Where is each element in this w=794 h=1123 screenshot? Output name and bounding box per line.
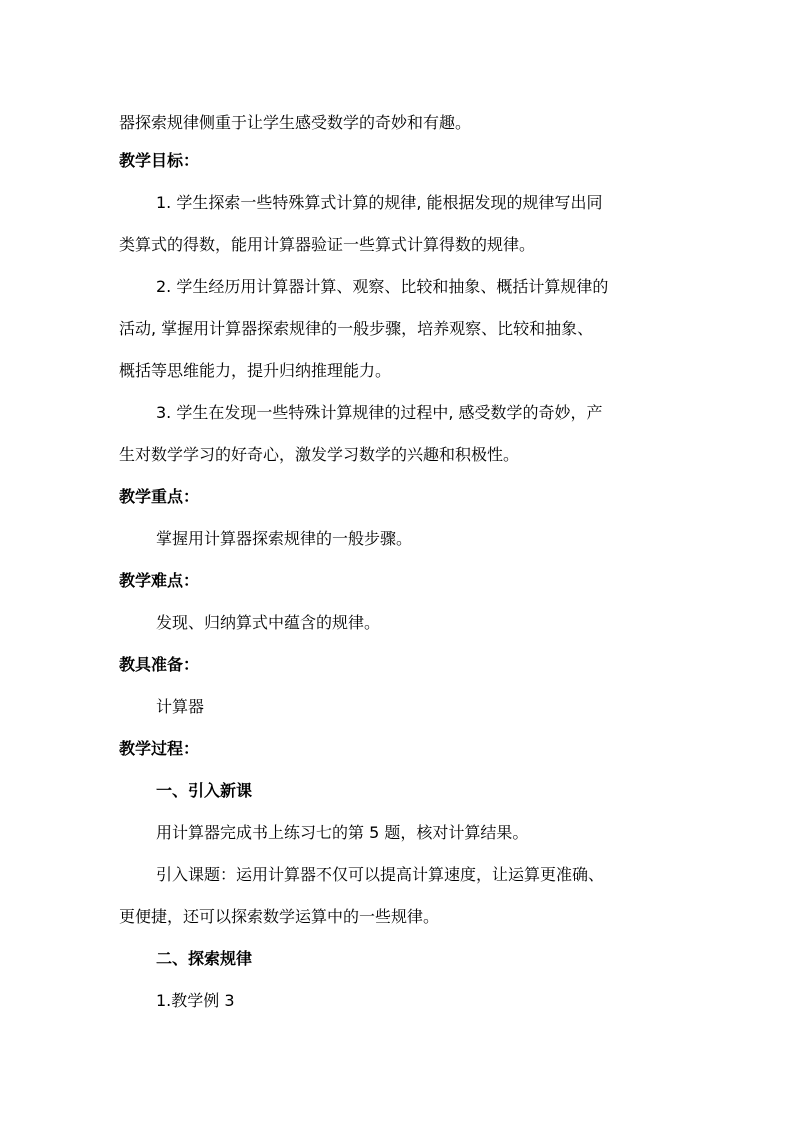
heading-teaching-aids: 教具准备： [119, 655, 200, 674]
heading-key-points: 教学重点： [119, 487, 200, 506]
objective-1-line-2: 类算式的得数，能用计算器验证一些算式计算得数的规律。 [119, 235, 536, 254]
heading-teaching-objectives: 教学目标： [119, 151, 200, 170]
section-explore-patterns: 二、探索规律 [156, 949, 253, 968]
section-introduce-new-lesson: 一、引入新课 [156, 781, 253, 800]
introduce-topic-line-1: 引入课题：运用计算器不仅可以提高计算速度，让运算更准确、 [156, 865, 605, 884]
objective-2-line-1: 2. 学生经历用计算器计算、观察、比较和抽象、概括计算规律的 [156, 277, 609, 296]
objective-2-line-3: 概括等思维能力，提升归纳推理能力。 [119, 361, 392, 380]
objective-2-line-2: 活动, 掌握用计算器探索规律的一般步骤，培养观察、比较和抽象、 [119, 319, 594, 338]
objective-3-line-1: 3. 学生在发现一些特殊计算规律的过程中, 感受数学的奇妙，产 [156, 403, 603, 422]
teaching-aids-text: 计算器 [156, 697, 205, 716]
objective-3-line-2: 生对数学学习的好奇心，激发学习数学的兴趣和积极性。 [119, 445, 520, 464]
difficult-points-text: 发现、归纳算式中蕴含的规律。 [156, 613, 381, 632]
subsection-teach-example-3: 1.教学例 3 [156, 991, 235, 1010]
objective-1-line-1: 1. 学生探索一些特殊算式计算的规律, 能根据发现的规律写出同 [156, 193, 603, 212]
heading-teaching-process: 教学过程： [119, 739, 200, 758]
introduce-topic-line-2: 更便捷，还可以探索数学运算中的一些规律。 [119, 907, 440, 926]
key-points-text: 掌握用计算器探索规律的一般步骤。 [156, 529, 413, 548]
paragraph-intro-continuation: 器探索规律侧重于让学生感受数学的奇妙和有趣。 [119, 113, 472, 132]
introduce-step-text: 用计算器完成书上练习七的第 5 题，核对计算结果。 [156, 823, 529, 842]
heading-difficult-points: 教学难点： [119, 571, 200, 590]
